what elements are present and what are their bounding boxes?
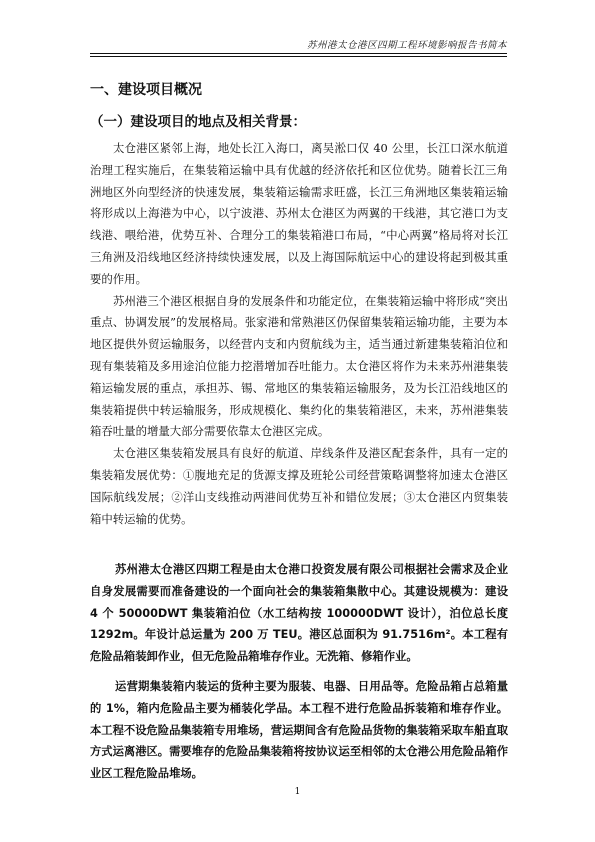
body-paragraphs xyxy=(90,138,508,530)
running-header: 苏州港太仓港区四期工程环境影响报告书简本 xyxy=(306,40,507,51)
bold-paragraphs xyxy=(90,559,508,793)
header-rule xyxy=(90,53,507,57)
paragraph-project-scale: 苏州港太仓港区四期工程是由太仓港口投资发展有限公司根据社会需求及企业自身发展需要而准备建设的一个面向社会的集装箱集散中心。其建设规模为：建设 4 个 50000DWT 集装箱泊位（水工结构按 100000DWT 设计），泊位总长度 1292m。年设计总运量为 200 万 TEU。港区总面积为 91.7516m²。本工程有危险品箱装卸作业，但无危险品箱堆存作业。无洗箱、修箱作业。 xyxy=(90,563,508,664)
page-number: 1 xyxy=(294,787,301,797)
section-heading: 一、建设项目概况 xyxy=(90,82,202,98)
section-subheading: （一）建设项目的地点及相关背景： xyxy=(90,114,306,130)
paragraph-location: 太仓港区紧邻上海，地处长江入海口，离吴淞口仅 40 公里，长江口深水航道治理工程实施后，在集装箱运输中具有优越的经济依托和区位优势。随着长江三角洲地区外向型经济的快速发展，集装箱运输需求旺盛，长江三角洲地区集装箱运输将形成以上海港为中心，以宁波港、苏州太仓港区为两翼的干线港，其它港口为支线港、喂给港，优势互补、合理分工的集装箱港口布局，“中心两翼”格局将对长江三角洲及沿线地区经济持续快速发展，以及上海国际航运中心的建设将起到极其重要的作用。 xyxy=(90,141,508,286)
paragraph-hazardous-cargo: 运营期集装箱内装运的货种主要为服装、电器、日用品等。危险品箱占总箱量的 1%，箱内危险品主要为桶装化学品。本工程不进行危险品拆装箱和堆存作业。本工程不设危险品集装箱专用堆场，营运期间含有危险品货物的集装箱采取车船直取方式运离港区。需要堆存的危险品集装箱将按协议运至相邻的太仓港公用危险品箱作业区工程危险品堆场。 xyxy=(90,679,508,781)
paragraph-advantages: 太仓港区集装箱发展具有良好的航道、岸线条件及港区配套条件，具有一定的集装箱发展优势：①腹地充足的货源支撑及班轮公司经营策略调整将加速太仓港区国际航线发展；②洋山支线推动两港间优势互补和错位发展；③太仓港区内贸集装箱中转运输的优势。 xyxy=(90,446,508,526)
paragraph-development-pattern: 苏州港三个港区根据自身的发展条件和功能定位，在集装箱运输中将形成“突出重点、协调发展”的发展格局。张家港和常熟港区仍保留集装箱运输功能，主要为本地区提供外贸运输服务，以经营内支和内贸航线为主，适当通过新建集装箱泊位和现有集装箱及多用途泊位能力挖潜增加吞吐能力。太仓港区将作为未来苏州港集装箱运输发展的重点，承担苏、锡、常地区的集装箱运输服务，及为长江沿线地区的集装箱提供中转运输服务，形成规模化、集约化的集装箱港区，未来，苏州港集装箱吞吐量的增量大部分需要依靠太仓港区完成。 xyxy=(90,293,508,439)
